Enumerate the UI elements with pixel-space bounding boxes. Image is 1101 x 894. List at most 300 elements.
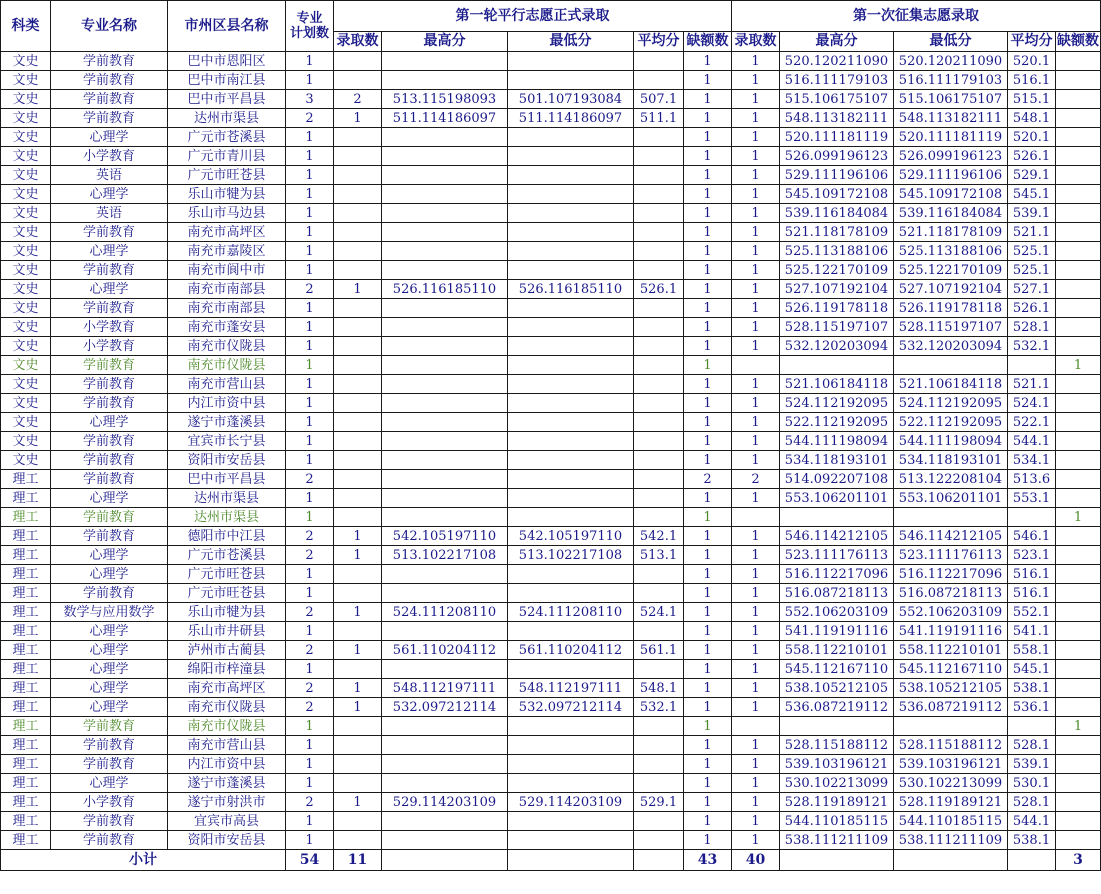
cell-subject: 理工 xyxy=(1,641,51,660)
cell-r2-admitted: 1 xyxy=(732,698,780,717)
cell-r2-vacancy xyxy=(1056,185,1101,204)
cell-plan: 2 xyxy=(286,109,334,128)
cell-r2-min: 528.115188112 xyxy=(894,736,1008,755)
cell-r2-avg xyxy=(1008,356,1056,375)
cell-r2-min: 534.118193101 xyxy=(894,451,1008,470)
total-r1-avg xyxy=(634,850,684,871)
cell-r2-max: 539.116184084 xyxy=(780,204,894,223)
table-row xyxy=(1,660,1101,679)
cell-r2-min: 524.112192095 xyxy=(894,394,1008,413)
cell-r1-min xyxy=(508,812,634,831)
table-row xyxy=(1,223,1101,242)
cell-subject: 文史 xyxy=(1,71,51,90)
table-row xyxy=(1,337,1101,356)
cell-r1-vacancy: 1 xyxy=(684,603,732,622)
cell-r2-vacancy: 1 xyxy=(1056,717,1101,736)
cell-r2-avg: 528.1 xyxy=(1008,736,1056,755)
cell-r2-vacancy xyxy=(1056,394,1101,413)
cell-r2-admitted xyxy=(732,508,780,527)
cell-county: 遂宁市蓬溪县 xyxy=(168,774,286,793)
cell-r2-vacancy xyxy=(1056,641,1101,660)
cell-county: 达州市渠县 xyxy=(168,508,286,527)
cell-r1-min xyxy=(508,451,634,470)
table-row xyxy=(1,394,1101,413)
cell-r2-min: 513.122208104 xyxy=(894,470,1008,489)
cell-subject: 文史 xyxy=(1,166,51,185)
cell-subject: 理工 xyxy=(1,565,51,584)
cell-major: 数学与应用数学 xyxy=(51,603,168,622)
total-r2-max xyxy=(780,850,894,871)
cell-r2-vacancy xyxy=(1056,71,1101,90)
cell-r1-min xyxy=(508,489,634,508)
cell-r1-min xyxy=(508,337,634,356)
table-row xyxy=(1,831,1101,850)
cell-subject: 文史 xyxy=(1,451,51,470)
cell-r1-min xyxy=(508,831,634,850)
cell-r1-admitted xyxy=(334,432,382,451)
cell-r2-vacancy: 1 xyxy=(1056,356,1101,375)
cell-r2-min: 522.112192095 xyxy=(894,413,1008,432)
cell-r1-min: 542.105197110 xyxy=(508,527,634,546)
cell-subject: 文史 xyxy=(1,356,51,375)
table-row xyxy=(1,736,1101,755)
cell-r2-admitted: 2 xyxy=(732,470,780,489)
cell-r2-avg: 534.1 xyxy=(1008,451,1056,470)
cell-r2-min: 521.106184118 xyxy=(894,375,1008,394)
cell-r1-avg: 524.1 xyxy=(634,603,684,622)
cell-r2-admitted: 1 xyxy=(732,375,780,394)
header-r2-avg: 平均分 xyxy=(1008,32,1056,52)
cell-r1-max xyxy=(382,394,508,413)
cell-r1-avg xyxy=(634,394,684,413)
table-row xyxy=(1,432,1101,451)
cell-r1-avg xyxy=(634,470,684,489)
header-plan xyxy=(286,1,334,52)
cell-r2-avg: 553.1 xyxy=(1008,489,1056,508)
cell-county: 广元市苍溪县 xyxy=(168,128,286,147)
cell-subject: 文史 xyxy=(1,318,51,337)
cell-r2-max: 536.087219112 xyxy=(780,698,894,717)
cell-r2-admitted: 1 xyxy=(732,185,780,204)
cell-r2-min: 536.087219112 xyxy=(894,698,1008,717)
table-row xyxy=(1,622,1101,641)
cell-subject: 文史 xyxy=(1,280,51,299)
cell-r2-max: 514.092207108 xyxy=(780,470,894,489)
header-round1: 第一轮平行志愿正式录取 xyxy=(334,1,732,32)
cell-r1-max: 513.102217108 xyxy=(382,546,508,565)
cell-r2-vacancy xyxy=(1056,584,1101,603)
cell-subject: 文史 xyxy=(1,261,51,280)
cell-r2-avg: 516.1 xyxy=(1008,584,1056,603)
cell-county: 德阳市中江县 xyxy=(168,527,286,546)
cell-r2-vacancy xyxy=(1056,527,1101,546)
cell-r1-avg xyxy=(634,660,684,679)
cell-r2-avg: 522.1 xyxy=(1008,413,1056,432)
cell-plan: 2 xyxy=(286,603,334,622)
cell-r1-vacancy: 1 xyxy=(684,755,732,774)
total-r2-min xyxy=(894,850,1008,871)
cell-r1-max xyxy=(382,584,508,603)
cell-county: 南充市阆中市 xyxy=(168,261,286,280)
cell-r2-min: 530.102213099 xyxy=(894,774,1008,793)
cell-r2-avg: 521.1 xyxy=(1008,223,1056,242)
cell-r2-vacancy xyxy=(1056,622,1101,641)
cell-r2-max xyxy=(780,508,894,527)
cell-r1-admitted xyxy=(334,375,382,394)
cell-major: 心理学 xyxy=(51,565,168,584)
cell-r2-min: 539.116184084 xyxy=(894,204,1008,223)
cell-r1-admitted xyxy=(334,128,382,147)
table-row xyxy=(1,109,1101,128)
cell-county: 资阳市安岳县 xyxy=(168,451,286,470)
cell-r2-avg: 528.1 xyxy=(1008,793,1056,812)
cell-r1-vacancy: 1 xyxy=(684,432,732,451)
cell-major: 学前教育 xyxy=(51,584,168,603)
cell-r1-max xyxy=(382,717,508,736)
cell-r2-max: 528.115197107 xyxy=(780,318,894,337)
cell-r2-min: 539.103196121 xyxy=(894,755,1008,774)
cell-r2-min: 538.105212105 xyxy=(894,679,1008,698)
cell-r1-max xyxy=(382,451,508,470)
cell-r1-admitted xyxy=(334,261,382,280)
cell-r2-avg: 525.1 xyxy=(1008,261,1056,280)
cell-r1-admitted: 1 xyxy=(334,679,382,698)
cell-r2-max: 553.106201101 xyxy=(780,489,894,508)
cell-r2-admitted: 1 xyxy=(732,679,780,698)
cell-county: 达州市渠县 xyxy=(168,109,286,128)
cell-r2-min: 526.119178118 xyxy=(894,299,1008,318)
cell-r2-admitted: 1 xyxy=(732,109,780,128)
total-row xyxy=(1,850,1101,871)
cell-county: 南充市营山县 xyxy=(168,375,286,394)
cell-r1-vacancy: 1 xyxy=(684,204,732,223)
cell-r2-vacancy xyxy=(1056,337,1101,356)
cell-r1-max xyxy=(382,223,508,242)
cell-major: 学前教育 xyxy=(51,432,168,451)
cell-r2-min: 545.109172108 xyxy=(894,185,1008,204)
cell-r2-vacancy xyxy=(1056,603,1101,622)
cell-r1-avg xyxy=(634,774,684,793)
cell-r1-admitted: 1 xyxy=(334,280,382,299)
cell-r1-avg xyxy=(634,261,684,280)
table-row xyxy=(1,527,1101,546)
cell-r1-vacancy: 1 xyxy=(684,109,732,128)
cell-r2-avg: 520.1 xyxy=(1008,52,1056,71)
cell-r1-vacancy: 2 xyxy=(684,470,732,489)
table-row xyxy=(1,356,1101,375)
cell-r2-vacancy xyxy=(1056,812,1101,831)
cell-major: 学前教育 xyxy=(51,299,168,318)
cell-r1-max xyxy=(382,185,508,204)
cell-subject: 文史 xyxy=(1,299,51,318)
cell-plan: 1 xyxy=(286,52,334,71)
cell-plan: 1 xyxy=(286,717,334,736)
cell-r2-min: 529.111196106 xyxy=(894,166,1008,185)
cell-county: 广元市青川县 xyxy=(168,147,286,166)
cell-r1-admitted xyxy=(334,622,382,641)
cell-r1-avg xyxy=(634,318,684,337)
cell-major: 英语 xyxy=(51,204,168,223)
cell-county: 巴中市恩阳区 xyxy=(168,52,286,71)
cell-r1-vacancy: 1 xyxy=(684,736,732,755)
cell-r2-avg: 528.1 xyxy=(1008,318,1056,337)
cell-r1-admitted xyxy=(334,52,382,71)
header-county: 市州区县名称 xyxy=(168,1,286,52)
cell-r2-max: 552.106203109 xyxy=(780,603,894,622)
cell-plan: 1 xyxy=(286,375,334,394)
table-row xyxy=(1,698,1101,717)
cell-r1-avg xyxy=(634,831,684,850)
header-r2-max: 最高分 xyxy=(780,32,894,52)
cell-major: 心理学 xyxy=(51,679,168,698)
cell-r1-min xyxy=(508,318,634,337)
cell-r1-min xyxy=(508,166,634,185)
cell-r2-vacancy: 1 xyxy=(1056,508,1101,527)
cell-r2-max xyxy=(780,356,894,375)
table-row xyxy=(1,755,1101,774)
cell-subject: 理工 xyxy=(1,736,51,755)
cell-plan: 1 xyxy=(286,774,334,793)
cell-plan: 1 xyxy=(286,660,334,679)
cell-county: 宜宾市长宁县 xyxy=(168,432,286,451)
cell-r2-vacancy xyxy=(1056,679,1101,698)
cell-r2-avg: 539.1 xyxy=(1008,204,1056,223)
total-r1-min xyxy=(508,850,634,871)
cell-major: 心理学 xyxy=(51,622,168,641)
cell-r1-admitted xyxy=(334,337,382,356)
cell-r2-min: 552.106203109 xyxy=(894,603,1008,622)
cell-subject: 理工 xyxy=(1,508,51,527)
cell-r1-vacancy: 1 xyxy=(684,318,732,337)
cell-r2-admitted: 1 xyxy=(732,242,780,261)
cell-r1-max xyxy=(382,736,508,755)
cell-r1-min: 511.114186097 xyxy=(508,109,634,128)
cell-r1-admitted xyxy=(334,736,382,755)
cell-r1-min xyxy=(508,185,634,204)
cell-subject: 理工 xyxy=(1,698,51,717)
cell-r2-max: 520.120211090 xyxy=(780,52,894,71)
cell-county: 内江市资中县 xyxy=(168,755,286,774)
cell-subject: 理工 xyxy=(1,812,51,831)
cell-r2-min: 520.120211090 xyxy=(894,52,1008,71)
cell-r1-avg xyxy=(634,204,684,223)
cell-plan: 2 xyxy=(286,546,334,565)
table-row xyxy=(1,584,1101,603)
cell-major: 学前教育 xyxy=(51,356,168,375)
cell-r1-avg xyxy=(634,71,684,90)
cell-r2-max: 515.106175107 xyxy=(780,90,894,109)
cell-r1-max xyxy=(382,356,508,375)
table-row xyxy=(1,52,1101,71)
cell-county: 达州市渠县 xyxy=(168,489,286,508)
cell-county: 遂宁市蓬溪县 xyxy=(168,413,286,432)
cell-plan: 1 xyxy=(286,261,334,280)
cell-r1-avg xyxy=(634,489,684,508)
cell-r1-max xyxy=(382,375,508,394)
cell-r2-avg: 538.1 xyxy=(1008,679,1056,698)
cell-r2-avg: 558.1 xyxy=(1008,641,1056,660)
cell-subject: 理工 xyxy=(1,793,51,812)
cell-r2-vacancy xyxy=(1056,242,1101,261)
cell-r2-max: 534.118193101 xyxy=(780,451,894,470)
cell-r2-admitted: 1 xyxy=(732,565,780,584)
table-row xyxy=(1,166,1101,185)
cell-r1-vacancy: 1 xyxy=(684,261,732,280)
cell-r2-avg: 545.1 xyxy=(1008,660,1056,679)
cell-r2-avg: 529.1 xyxy=(1008,166,1056,185)
cell-major: 心理学 xyxy=(51,242,168,261)
cell-major: 小学教育 xyxy=(51,793,168,812)
cell-county: 南充市仪陇县 xyxy=(168,698,286,717)
cell-r2-min: 527.107192104 xyxy=(894,280,1008,299)
cell-r2-admitted: 1 xyxy=(732,831,780,850)
cell-r1-admitted: 1 xyxy=(334,603,382,622)
cell-r2-avg: 546.1 xyxy=(1008,527,1056,546)
total-r2-admitted: 40 xyxy=(732,850,780,871)
cell-r2-vacancy xyxy=(1056,280,1101,299)
cell-county: 内江市资中县 xyxy=(168,394,286,413)
cell-r2-avg: 541.1 xyxy=(1008,622,1056,641)
cell-r2-min: 523.111176113 xyxy=(894,546,1008,565)
cell-major: 心理学 xyxy=(51,774,168,793)
cell-plan: 1 xyxy=(286,812,334,831)
cell-major: 学前教育 xyxy=(51,451,168,470)
cell-r2-max: 516.087218113 xyxy=(780,584,894,603)
cell-plan: 1 xyxy=(286,508,334,527)
table-row xyxy=(1,375,1101,394)
cell-subject: 文史 xyxy=(1,432,51,451)
cell-r2-vacancy xyxy=(1056,128,1101,147)
cell-major: 学前教育 xyxy=(51,736,168,755)
cell-r1-avg: 507.1 xyxy=(634,90,684,109)
cell-major: 学前教育 xyxy=(51,109,168,128)
cell-major: 学前教育 xyxy=(51,812,168,831)
cell-major: 心理学 xyxy=(51,489,168,508)
cell-plan: 2 xyxy=(286,641,334,660)
cell-r2-min: 545.112167110 xyxy=(894,660,1008,679)
cell-r1-vacancy: 1 xyxy=(684,584,732,603)
total-r1-admitted: 11 xyxy=(334,850,382,871)
table-row xyxy=(1,128,1101,147)
cell-r2-vacancy xyxy=(1056,831,1101,850)
header-r1-max: 最高分 xyxy=(382,32,508,52)
cell-r1-admitted xyxy=(334,223,382,242)
table-row xyxy=(1,90,1101,109)
cell-r2-vacancy xyxy=(1056,261,1101,280)
cell-subject: 理工 xyxy=(1,622,51,641)
cell-r2-avg: 552.1 xyxy=(1008,603,1056,622)
cell-r2-avg: 532.1 xyxy=(1008,337,1056,356)
cell-r2-min: 558.112210101 xyxy=(894,641,1008,660)
cell-r1-vacancy: 1 xyxy=(684,52,732,71)
cell-subject: 文史 xyxy=(1,204,51,223)
cell-r1-avg xyxy=(634,413,684,432)
cell-subject: 文史 xyxy=(1,109,51,128)
cell-r1-vacancy: 1 xyxy=(684,375,732,394)
header-plan-line1: 专业 xyxy=(296,11,323,26)
cell-plan: 1 xyxy=(286,299,334,318)
table-row xyxy=(1,565,1101,584)
cell-r2-min: 520.111181119 xyxy=(894,128,1008,147)
cell-r2-admitted: 1 xyxy=(732,546,780,565)
cell-r1-admitted xyxy=(334,394,382,413)
cell-r2-min: 546.114212105 xyxy=(894,527,1008,546)
cell-county: 乐山市马边县 xyxy=(168,204,286,223)
cell-r1-max xyxy=(382,831,508,850)
cell-r1-vacancy: 1 xyxy=(684,565,732,584)
cell-r2-admitted: 1 xyxy=(732,223,780,242)
cell-major: 心理学 xyxy=(51,185,168,204)
cell-r1-vacancy: 1 xyxy=(684,451,732,470)
cell-subject: 文史 xyxy=(1,337,51,356)
cell-r2-avg xyxy=(1008,717,1056,736)
cell-r1-vacancy: 1 xyxy=(684,242,732,261)
cell-r2-admitted: 1 xyxy=(732,641,780,660)
cell-r1-min xyxy=(508,394,634,413)
cell-plan: 1 xyxy=(286,166,334,185)
cell-r2-avg: 515.1 xyxy=(1008,90,1056,109)
cell-r2-vacancy xyxy=(1056,147,1101,166)
table-body xyxy=(1,52,1101,850)
cell-r1-min xyxy=(508,717,634,736)
cell-r2-avg: 544.1 xyxy=(1008,812,1056,831)
cell-r2-vacancy xyxy=(1056,660,1101,679)
table-row xyxy=(1,812,1101,831)
cell-r2-min: 525.113188106 xyxy=(894,242,1008,261)
cell-r1-vacancy: 1 xyxy=(684,774,732,793)
table-row xyxy=(1,261,1101,280)
cell-r1-admitted xyxy=(334,774,382,793)
cell-r1-admitted xyxy=(334,166,382,185)
cell-r1-min: 501.107193084 xyxy=(508,90,634,109)
cell-county: 南充市南部县 xyxy=(168,280,286,299)
cell-major: 学前教育 xyxy=(51,52,168,71)
cell-r2-avg: 520.1 xyxy=(1008,128,1056,147)
cell-r1-max: 513.115198093 xyxy=(382,90,508,109)
cell-county: 巴中市南江县 xyxy=(168,71,286,90)
cell-r1-admitted xyxy=(334,318,382,337)
table-row xyxy=(1,489,1101,508)
table-header xyxy=(1,1,1101,52)
table-row xyxy=(1,280,1101,299)
cell-r2-vacancy xyxy=(1056,166,1101,185)
cell-r1-min xyxy=(508,774,634,793)
cell-r1-admitted xyxy=(334,470,382,489)
cell-r1-avg xyxy=(634,299,684,318)
cell-r1-admitted: 1 xyxy=(334,109,382,128)
cell-r1-vacancy: 1 xyxy=(684,71,732,90)
cell-major: 学前教育 xyxy=(51,508,168,527)
cell-r1-admitted xyxy=(334,717,382,736)
cell-r1-avg xyxy=(634,432,684,451)
cell-r1-min xyxy=(508,470,634,489)
cell-r2-avg: 526.1 xyxy=(1008,299,1056,318)
cell-r1-avg xyxy=(634,565,684,584)
cell-plan: 1 xyxy=(286,204,334,223)
cell-plan: 1 xyxy=(286,622,334,641)
cell-plan: 1 xyxy=(286,147,334,166)
cell-r2-avg: 544.1 xyxy=(1008,432,1056,451)
cell-r2-min: 516.111179103 xyxy=(894,71,1008,90)
cell-r2-min: 538.111211109 xyxy=(894,831,1008,850)
cell-r1-max xyxy=(382,508,508,527)
cell-r1-avg xyxy=(634,736,684,755)
cell-major: 学前教育 xyxy=(51,717,168,736)
cell-r1-admitted xyxy=(334,204,382,223)
cell-plan: 1 xyxy=(286,128,334,147)
cell-r1-avg xyxy=(634,223,684,242)
cell-subject: 理工 xyxy=(1,660,51,679)
